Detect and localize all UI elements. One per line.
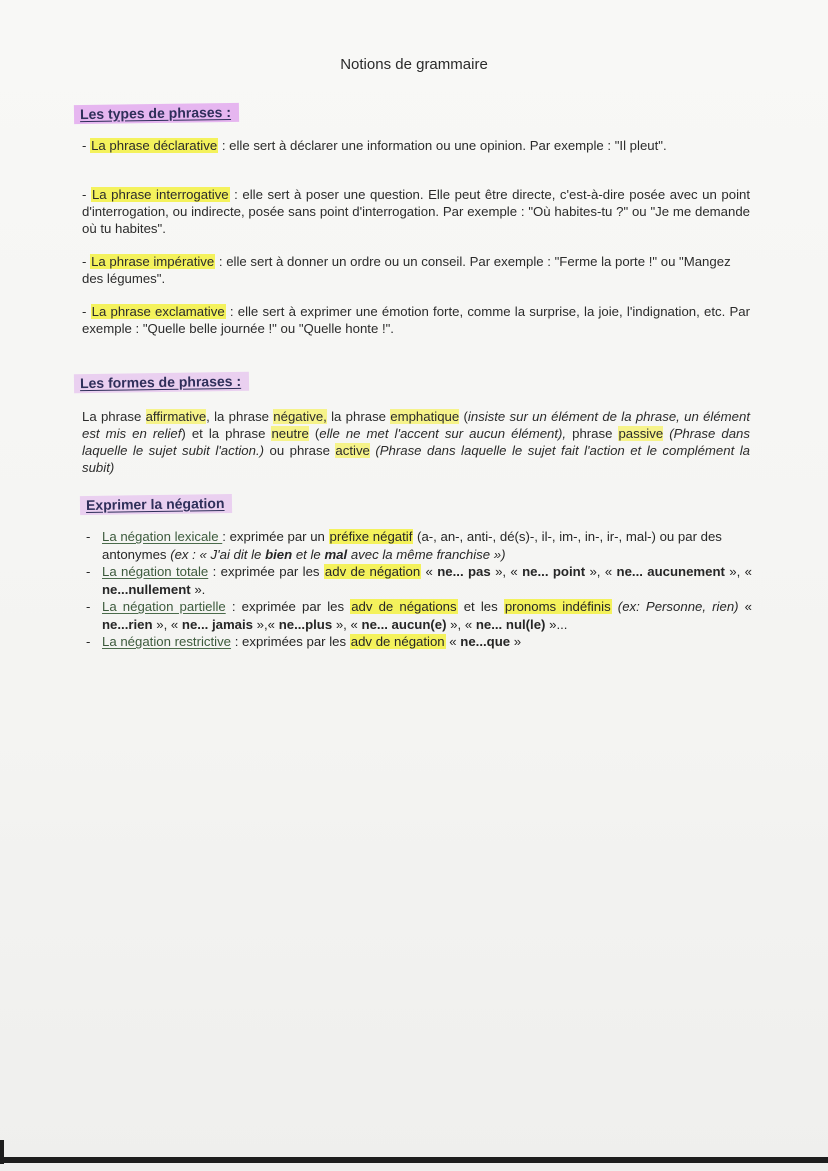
forms-text: ( bbox=[308, 426, 320, 441]
item-bold: ne...plus bbox=[278, 616, 333, 632]
negation-lexicale-label: La négation lexicale bbox=[102, 529, 223, 544]
item-highlight: pronoms indéfinis bbox=[504, 599, 611, 614]
list-item bbox=[86, 528, 752, 563]
item-text: », « bbox=[585, 564, 617, 579]
type-exclamative: - La phrase exclamative : elle sert à exprimer une émotion forte, comme la surprise, la joie, l'indignation, etc. Par exemple : "Quelle belle journée !" ou "Quelle honte !". bbox=[82, 304, 750, 336]
forms-text: la phrase bbox=[326, 409, 391, 424]
form-emphatique: emphatique bbox=[390, 409, 460, 424]
item-highlight: préfixe négatif bbox=[329, 529, 413, 544]
item-text: : exprimée par un bbox=[222, 529, 329, 544]
item-example: (ex : « J'ai dit le bbox=[170, 546, 266, 562]
item-text: », « bbox=[152, 616, 182, 632]
section-heading-forms: Les formes de phrases : bbox=[74, 372, 249, 393]
text-interrogative: : elle sert à poser une question. Elle peut être directe, c'est-à-dire posée avec un point d'interrogation, ou indirecte, posée sans point d'interrogation. Par exemple : "Où habites-tu ?" ou "Je me demande où tu habites". bbox=[82, 187, 750, 236]
item-text: ». bbox=[190, 581, 206, 597]
list-item bbox=[86, 633, 752, 651]
label-imperative: La phrase impérative bbox=[91, 254, 215, 269]
item-bold: ne... point bbox=[522, 564, 586, 579]
emphatique-note: insiste sur un élément de la phrase, un élément est mis en relief bbox=[82, 409, 750, 441]
item-bold: ne...nullement bbox=[102, 581, 191, 597]
label-exclamative: La phrase exclamative bbox=[91, 304, 225, 319]
text-declarative: : elle sert à déclarer une information ou une opinion. Par exemple : "Il pleut". bbox=[218, 138, 667, 153]
item-text: »,« bbox=[253, 616, 279, 632]
list-item bbox=[86, 598, 752, 633]
text-exclamative: : elle sert à exprimer une émotion forte, comme la surprise, la joie, l'indignation, etc. Par exemple : "Quelle belle journée !" ou "Quelle honte !". bbox=[82, 304, 750, 336]
negation-partielle-label: La négation partielle bbox=[102, 599, 226, 614]
text-imperative: : elle sert à donner un ordre ou un conseil. Par exemple : "Ferme la porte !" ou "Mangez des légumes". bbox=[82, 254, 731, 286]
item-bold: ne... pas bbox=[437, 564, 491, 579]
form-negative: négative, bbox=[273, 409, 327, 424]
form-passive: passive bbox=[618, 426, 664, 441]
item-text: » bbox=[510, 634, 522, 649]
item-highlight: adv de négation bbox=[324, 564, 421, 579]
item-text: : exprimées par les bbox=[231, 634, 350, 649]
form-active: active bbox=[335, 443, 370, 458]
form-neutre: neutre bbox=[271, 426, 309, 441]
label-declarative: La phrase déclarative bbox=[91, 138, 218, 153]
item-text: et les bbox=[457, 599, 504, 614]
item-example: et le bbox=[292, 546, 325, 562]
bullet-dash: - bbox=[86, 529, 91, 544]
item-text: », « bbox=[332, 616, 362, 632]
item-text: », « bbox=[446, 616, 476, 632]
item-example-bold: bien bbox=[265, 546, 293, 562]
item-highlight: adv de négation bbox=[350, 634, 445, 649]
scan-border-left bbox=[0, 1140, 4, 1164]
forms-text: La phrase bbox=[82, 409, 146, 424]
scan-border-bottom bbox=[0, 1157, 828, 1163]
section-heading-types: Les types de phrases : bbox=[74, 103, 239, 124]
bullet-dash: - bbox=[86, 564, 91, 579]
item-bold: ne...que bbox=[460, 634, 511, 649]
item-text: « bbox=[738, 599, 753, 614]
forms-text: phrase bbox=[566, 426, 619, 441]
label-interrogative: La phrase interrogative bbox=[91, 187, 229, 202]
type-interrogative: - La phrase interrogative : elle sert à poser une question. Elle peut être directe, c'est-à-dire posée avec un point d'interrogation, ou indirecte, posée sans point d'interrogation. Par exemple : "Où habites-tu ?" ou "Je me demande où tu habites". bbox=[82, 187, 750, 236]
type-imperative: - La phrase impérative : elle sert à donner un ordre ou un conseil. Par exemple : "Ferme la porte !" ou "Mangez des légumes". bbox=[82, 254, 731, 286]
negation-totale-label: La négation totale bbox=[102, 564, 209, 579]
item-bold: ne... aucunement bbox=[616, 564, 725, 579]
forms-text: ou phrase bbox=[264, 443, 336, 458]
list-item bbox=[86, 563, 752, 598]
forms-text: , la phrase bbox=[206, 409, 274, 424]
form-affirmative: affirmative bbox=[145, 409, 207, 424]
forms-text: ) et la phrase bbox=[181, 426, 272, 441]
item-text: : exprimée par les bbox=[208, 564, 324, 579]
item-example: (ex: Personne, rien) bbox=[611, 599, 739, 614]
forms-text: ( bbox=[459, 409, 468, 424]
type-declarative: - La phrase déclarative : elle sert à déclarer une information ou une opinion. Par exemple : "Il pleut". bbox=[82, 138, 667, 153]
item-bold: ne... aucun(e) bbox=[361, 616, 447, 632]
section-heading-negation: Exprimer la négation bbox=[80, 494, 233, 515]
negation-list bbox=[86, 528, 752, 651]
item-text: : exprimée par les bbox=[225, 599, 351, 614]
item-text: (a-, an-, anti-, dé(s)-, il-, im-, in-, ir-, mal-) ou par des antonymes bbox=[102, 529, 722, 562]
page-title: Notions de grammaire bbox=[340, 56, 488, 73]
neutre-note: elle ne met l'accent sur aucun élément), bbox=[319, 426, 567, 441]
item-bold: ne...rien bbox=[102, 616, 153, 632]
item-text: « bbox=[445, 634, 461, 649]
item-text: », « bbox=[490, 564, 523, 579]
item-example-bold: mal bbox=[324, 546, 348, 562]
bullet-dash: - bbox=[86, 599, 91, 614]
item-text: »... bbox=[545, 616, 568, 632]
item-highlight: adv de négations bbox=[351, 599, 457, 614]
forms-paragraph bbox=[82, 408, 750, 476]
bullet-dash: - bbox=[86, 634, 91, 649]
item-text: », « bbox=[724, 564, 752, 579]
negation-restrictive-label: La négation restrictive bbox=[102, 634, 232, 649]
item-text: « bbox=[421, 564, 438, 579]
active-note: (Phrase dans laquelle le sujet fait l'action et le complément la subit) bbox=[82, 443, 750, 475]
item-example: avec la même franchise ») bbox=[347, 546, 506, 562]
item-bold: ne... jamais bbox=[181, 616, 254, 632]
passive-note: (Phrase dans laquelle le sujet subit l'action.) bbox=[82, 426, 750, 458]
item-bold: ne... nul(le) bbox=[475, 616, 546, 632]
